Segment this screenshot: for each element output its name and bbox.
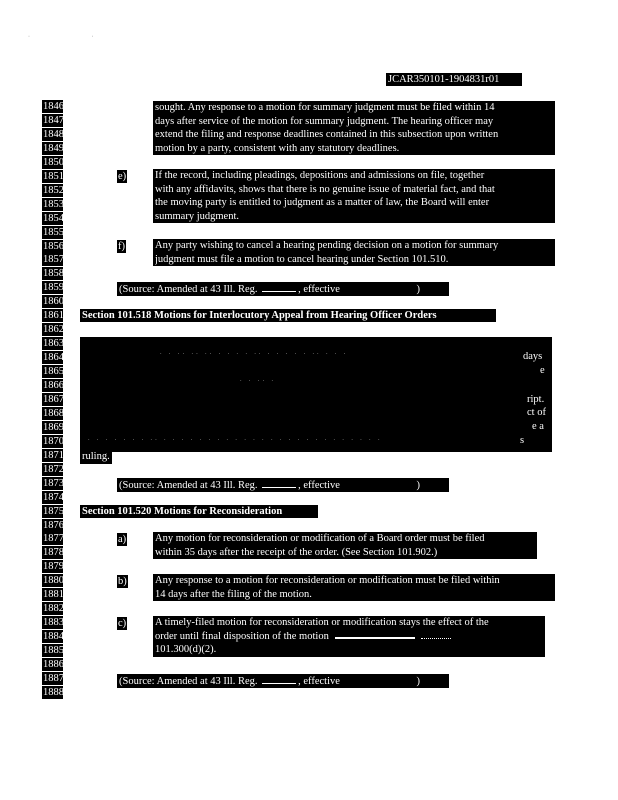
text-fragment-s: s	[520, 435, 525, 446]
text-line: 14 days after the filing of the motion.	[155, 588, 312, 600]
text-line: days after service of the motion for summary judgment. The hearing officer may	[155, 115, 494, 127]
blank-field	[262, 282, 296, 292]
line-number: 1874	[43, 491, 64, 503]
blank-field	[343, 479, 417, 488]
line-number: 1857	[43, 254, 64, 266]
paragraph-c	[153, 616, 545, 657]
line-number: 1864	[43, 352, 64, 364]
line-number: 1858	[43, 268, 64, 280]
line-number: 1853	[43, 198, 64, 210]
source-note-2	[117, 478, 449, 492]
garbled-text: · · · · · · · ·· · · · · · · · · · · · · · · · · · · · · · · · · ·	[88, 438, 383, 443]
line-number: 1860	[43, 296, 64, 308]
source-suffix: )	[416, 284, 421, 295]
paragraph-b-label: b)	[118, 576, 127, 587]
text-fragment-days: days	[523, 351, 543, 362]
source-middle: , effective	[298, 480, 340, 491]
line-number: 1879	[43, 561, 64, 573]
garbled-text	[421, 631, 451, 639]
line-number: 1859	[43, 282, 64, 294]
line-number: 1849	[43, 142, 64, 154]
line-number: 1862	[43, 324, 64, 336]
paragraph-a-label: a)	[118, 534, 127, 545]
text-line: within 35 days after the receipt of the order. (See Section 101.902.)	[155, 546, 438, 558]
line-number: 1873	[43, 477, 64, 489]
line-number: 1882	[43, 603, 64, 615]
paragraph-c-label: c)	[118, 618, 127, 629]
line-number: 1855	[43, 226, 64, 238]
text-line: the moving party is entitled to judgment as a matter of law, the Board will enter	[155, 197, 490, 209]
source-suffix: )	[416, 676, 421, 687]
garbled-text: · · ·· ·	[240, 379, 277, 384]
line-number: 1851	[43, 170, 64, 182]
garbled-text: · · ·· ·· ·· · · · · ·· · · · · · ·· · · ·	[160, 352, 349, 357]
scan-specks: · ·	[28, 34, 124, 40]
line-number: 1876	[43, 519, 64, 531]
line-number: 1863	[43, 338, 64, 350]
line-number: 1871	[43, 449, 64, 461]
line-number: 1877	[43, 533, 64, 545]
paragraph-f-label: f)	[118, 241, 125, 252]
line-number: 1867	[43, 393, 64, 405]
source-prefix: (Source: Amended at 43 Ill. Reg.	[119, 284, 258, 295]
line-number: 1885	[43, 645, 64, 657]
text-line: Any party wishing to cancel a hearing pending decision on a motion for summary	[155, 240, 499, 251]
line-number: 1881	[43, 589, 64, 601]
line-number: 1869	[43, 421, 64, 433]
source-prefix: (Source: Amended at 43 Ill. Reg.	[119, 480, 258, 491]
source-middle: , effective	[298, 676, 340, 687]
source-middle: , effective	[298, 284, 340, 295]
line-number: 1868	[43, 407, 64, 419]
text-line: If the record, including pleadings, depositions and admissions on file, together	[155, 170, 485, 181]
line-number: 1887	[43, 672, 64, 684]
line-number: 1861	[43, 310, 64, 322]
blank-field	[262, 478, 296, 488]
text-fragment-e-a: e a	[532, 421, 544, 432]
line-number: 1884	[43, 631, 64, 643]
text-line: Any motion for reconsideration or modification of a Board order must be filed	[155, 533, 485, 544]
paragraph-a	[153, 532, 537, 559]
text-line: extend the filing and response deadlines contained in this subsection upon written	[155, 129, 499, 141]
blank-field	[343, 283, 417, 292]
text-line: Any response to a motion for reconsideration or modification must be filed within	[155, 575, 500, 586]
garbled-text	[335, 630, 415, 639]
text-fragment-ct-of: ct of	[527, 407, 546, 418]
line-number: 1886	[43, 659, 64, 670]
line-number: 1850	[43, 156, 64, 168]
paragraph-f	[153, 239, 555, 266]
line-number: 1848	[43, 128, 64, 140]
line-number: 1883	[43, 617, 64, 629]
line-number: 1847	[43, 114, 64, 126]
text-fragment-ript: ript.	[527, 394, 545, 405]
paragraph-b	[153, 574, 555, 601]
line-number: 1852	[43, 184, 64, 196]
source-note-3	[117, 674, 449, 688]
line-number: 1875	[43, 505, 64, 517]
paragraph-e	[153, 169, 555, 223]
line-number: 1872	[43, 463, 64, 475]
text-line: A timely-filed motion for reconsideration or modification stays the effect of the	[155, 617, 489, 628]
line-number: 1865	[43, 366, 64, 378]
source-prefix: (Source: Amended at 43 Ill. Reg.	[119, 676, 258, 687]
paragraph-e-label: e)	[118, 171, 127, 182]
line-number: 1854	[43, 212, 64, 224]
line-number: 1880	[43, 575, 64, 587]
text-fragment-ruling: ruling.	[82, 451, 110, 462]
text-line	[155, 630, 543, 644]
text-line: with any affidavits, shows that there is no genuine issue of material fact, and that	[155, 183, 495, 195]
line-number: 1870	[43, 435, 64, 447]
section-520-title: Section 101.520 Motions for Reconsideration	[80, 505, 318, 518]
source-note-1	[117, 282, 449, 296]
document-id-header: JCAR350101-1904831r01	[386, 73, 522, 86]
text-fragment-e: e	[540, 365, 545, 376]
text-line: 101.300(d)(2).	[155, 644, 217, 656]
text-line: motion by a party, consistent with any statutory deadlines.	[155, 142, 400, 154]
line-number: 1866	[43, 380, 64, 391]
blank-field	[262, 674, 296, 684]
line-number: 1846	[43, 101, 64, 112]
line-number: 1856	[43, 240, 64, 252]
text-span: order until final disposition of the motion	[155, 630, 329, 642]
source-suffix: )	[416, 480, 421, 491]
text-line: sought. Any response to a motion for summary judgment must be filed within 14	[155, 102, 495, 113]
blank-field	[343, 675, 417, 684]
paragraph-d-continuation	[153, 101, 555, 155]
line-number: 1888	[43, 686, 64, 698]
section-518-title: Section 101.518 Motions for Interlocutory Appeal from Hearing Officer Orders	[80, 309, 496, 322]
text-line: summary judgment.	[155, 210, 239, 222]
text-line: judgment must file a motion to cancel hearing under Section 101.510.	[155, 253, 449, 265]
line-number: 1878	[43, 547, 64, 559]
